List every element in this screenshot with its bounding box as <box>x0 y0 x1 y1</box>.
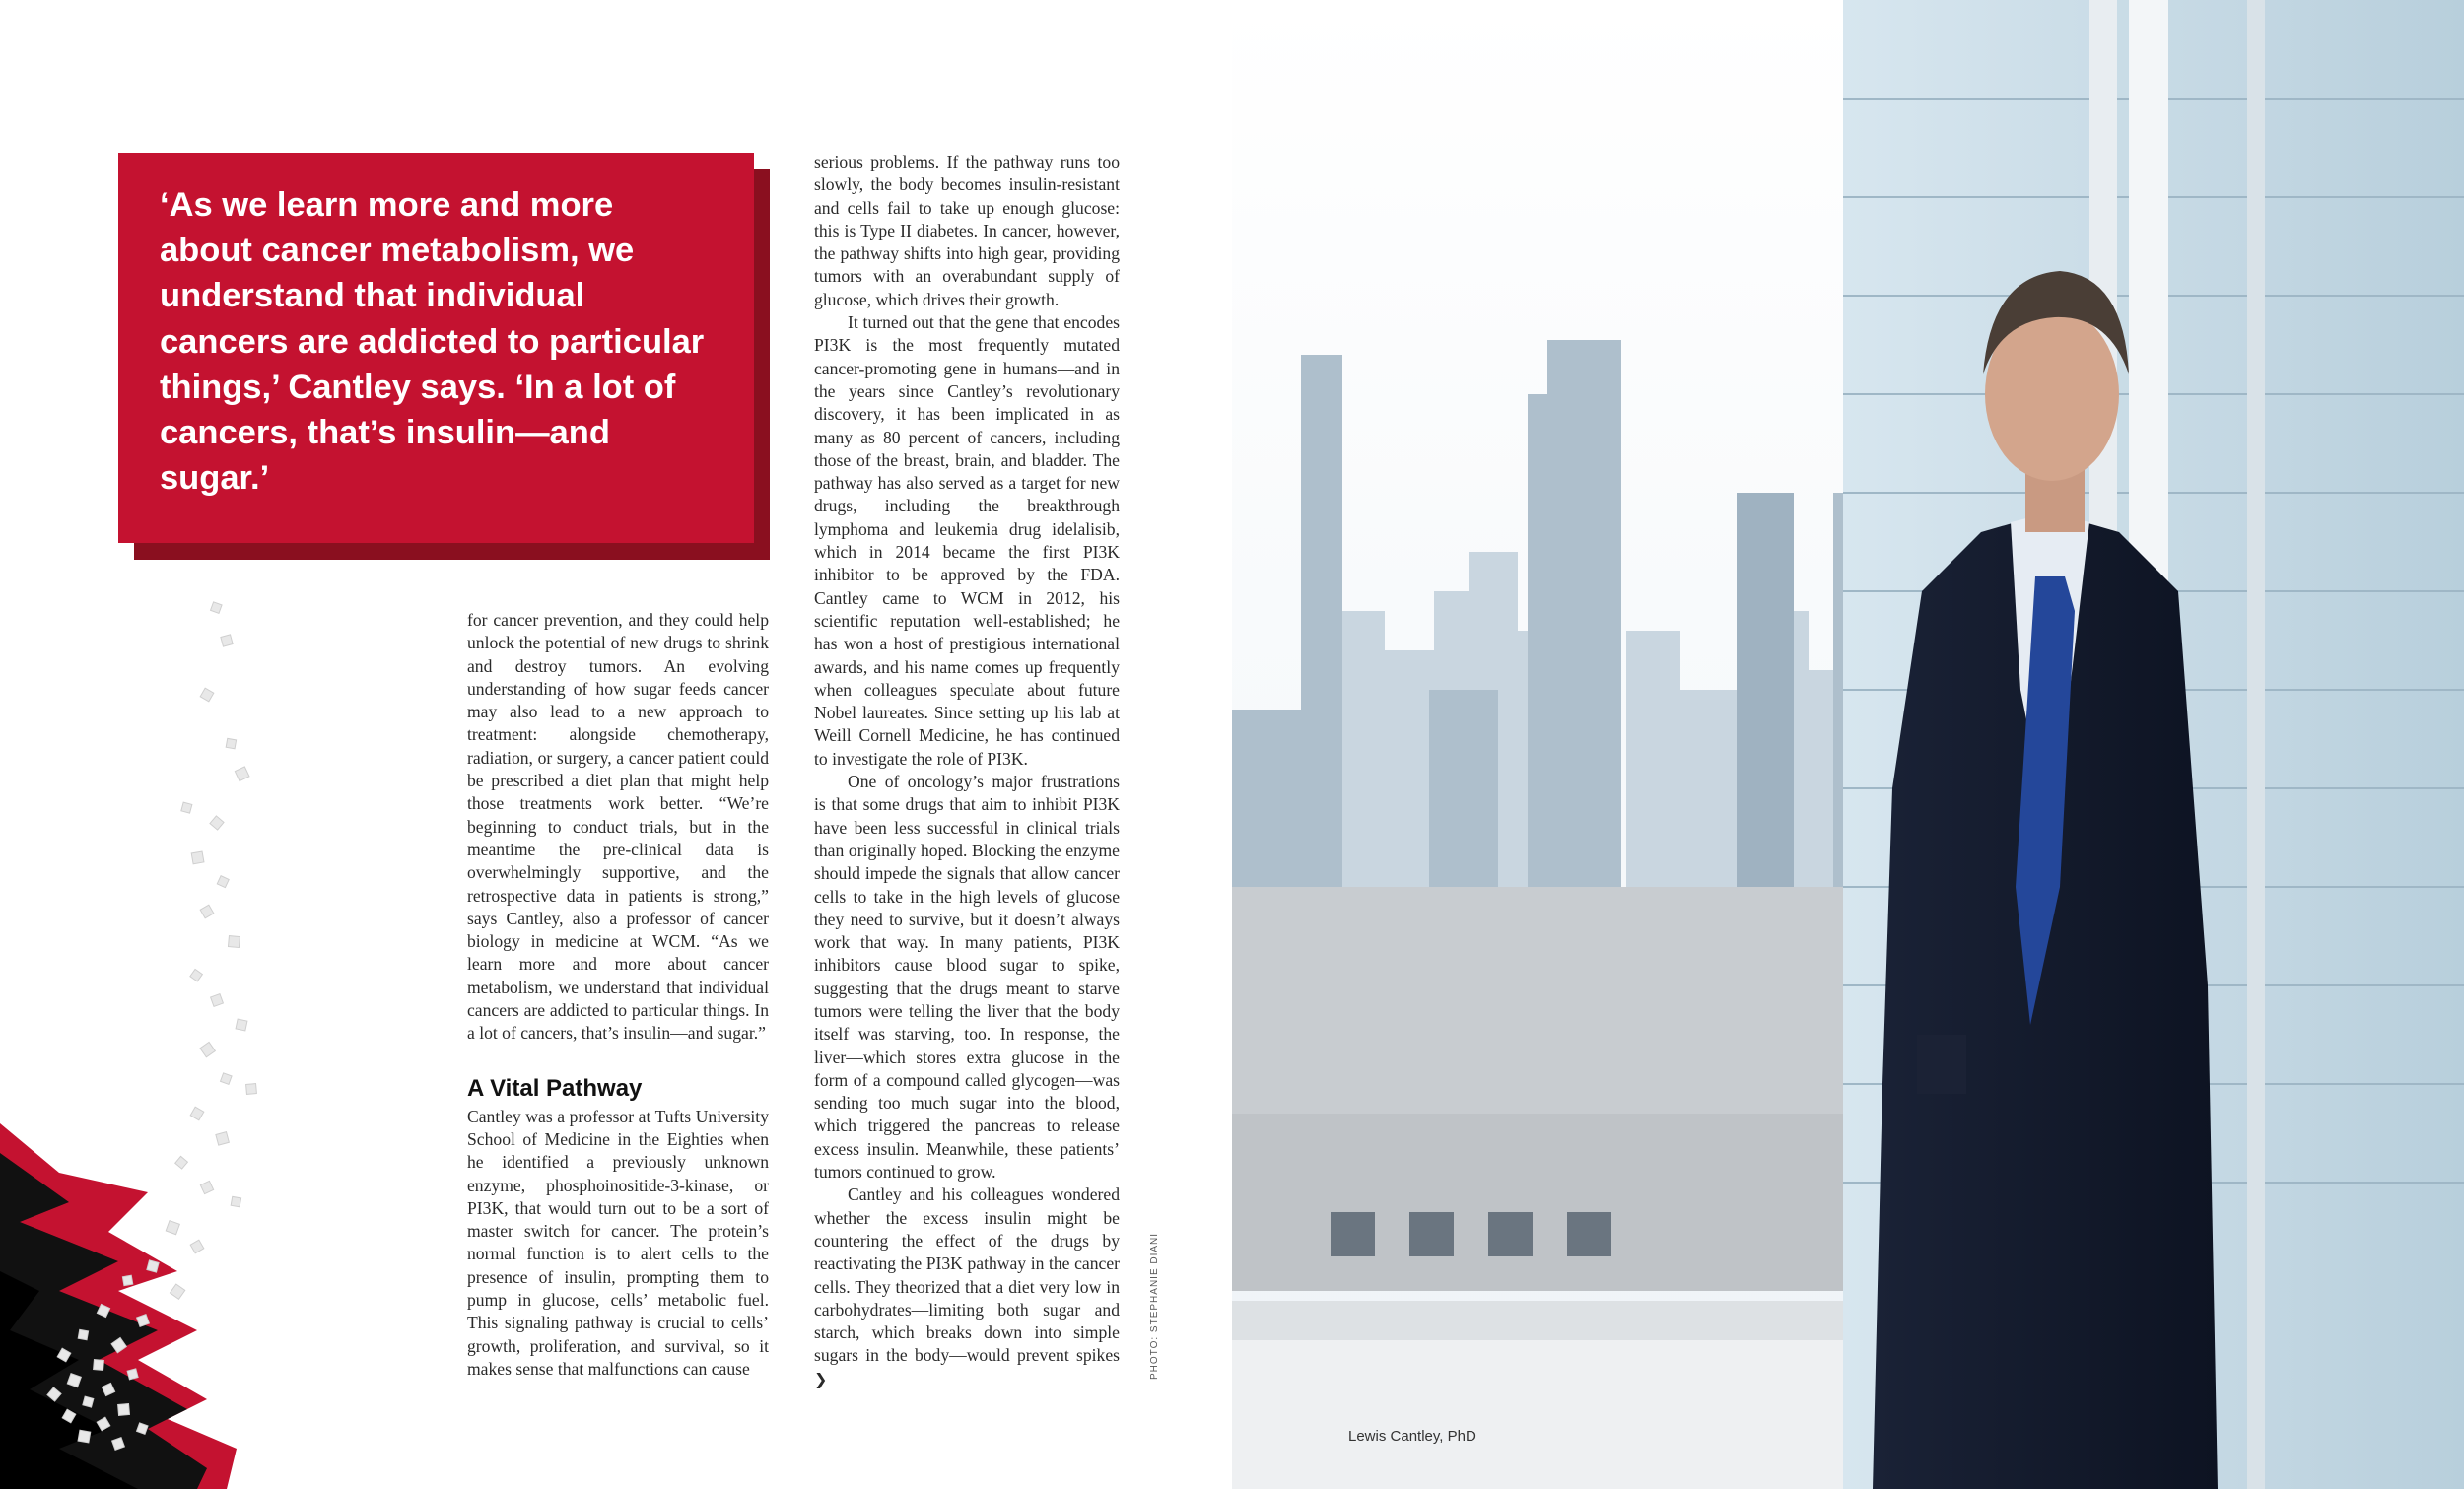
photo-credit: PHOTO: STEPHANIE DIANI <box>1149 1232 1160 1380</box>
sugar-spill-illustration <box>0 581 473 1489</box>
text-column-2 <box>814 151 1120 1390</box>
pullquote-text: ‘As we learn more and more about cancer metabolism, we understand that individual cancers are addicted to particular things,’ Cantley says. ‘In a lot of cancers, that’s insulin—and sugar.’ <box>160 186 705 498</box>
paragraph: serious problems. If the pathway runs too slowly, the body becomes insulin-resistant and cells fail to take up enough glucose: this is Type II diabetes. In cancer, however, the pathway shifts into high gear, providing tumors with an overabundant supply of glucose, which drives their growth. <box>814 152 1120 309</box>
photo-caption: Lewis Cantley, PhD <box>1348 1428 1476 1445</box>
paragraph: Cantley was a professor at Tufts University School of Medicine in the Eighties when he identified a previously unknown enzyme, phosphoinositide-3-kinase, or PI3K, that would turn out to be a sort of master switch for cancer. The protein’s normal function is to alert cells to the presence of insulin, prompting them to pump in glucose, cells’ metabolic fuel. This signaling pathway is crucial to cells’ growth, proliferation, and survival, so it makes sense that malfunctions can cause <box>467 1106 769 1379</box>
paragraph: It turned out that the gene that encodes PI3K is the most frequently mutated cancer-promoting gene in humans—and in the years since Cantley’s revolutionary discovery, it has been implicated in as many as 80 percent of cancers, including those of the breast, brain, and bladder. The pathway has also served as a target for new drugs, including the breakthrough lymphoma and leukemia drug idelalisib, which in 2014 became the first PI3K inhibitor to be approved by the FDA. Cantley came to WCM in 2012, his scientific reputation well-established; he has won a host of prestigious international awards, and his name comes up frequently when colleagues speculate about future Nobel laureates. Since setting up his lab at Weill Cornell Medicine, he has continued to investigate the role of PI3K. <box>814 312 1120 769</box>
paragraph: for cancer prevention, and they could help unlock the potential of new drugs to shrink and destroy tumors. An evolving understanding of how sugar feeds cancer may also lead to a new approach to treatment: alongside chemotherapy, radiation, or surgery, a cancer patient could be prescribed a diet plan that might help those treatments work better. “We’re beginning to conduct trials, but in the meantime the pre-clinical data is overwhelmingly supportive, and the retrospective data in patients is strong,” says Cantley, also a professor of cancer biology in medicine at WCM. “As we learn more and more about cancer metabolism, we understand that individual cancers are addicted to particular things. In a lot of cancers, that’s insulin—and sugar.” <box>467 610 769 1044</box>
pullquote-box <box>118 153 754 543</box>
text-column-1 <box>467 609 769 1381</box>
paragraph-last: Cantley and his colleagues wondered whether the excess insulin might be countering the effect of the drugs by reactivating the PI3K pathway in the cancer cells. They theorized that a diet very low in carbohydrates—limiting both sugar and starch, which breaks down into simple sugars in the body—would prevent spikes ❯ <box>814 1184 1120 1388</box>
paragraph: One of oncology’s major frustrations is that some drugs that aim to inhibit PI3K have been less successful in clinical trials than originally hoped. Blocking the enzyme should impede the signals that allow cancer cells to take in the high levels of glucose they need to survive, but it doesn’t always work that way. In many patients, PI3K inhibitors cause blood sugar to spike, suggesting that the drugs meant to starve tumors were telling the liver that the body itself was starving, too. In response, the liver—which stores extra glucose in the form of a compound called glycogen—was sending too much sugar into the blood, which triggered the pancreas to release excess insulin. Meanwhile, these patients’ tumors continued to grow. <box>814 772 1120 1183</box>
section-subhead: A Vital Pathway <box>467 1074 643 1102</box>
portrait-photo <box>1232 0 2464 1489</box>
continue-arrow-icon: ❯ <box>814 1369 828 1388</box>
